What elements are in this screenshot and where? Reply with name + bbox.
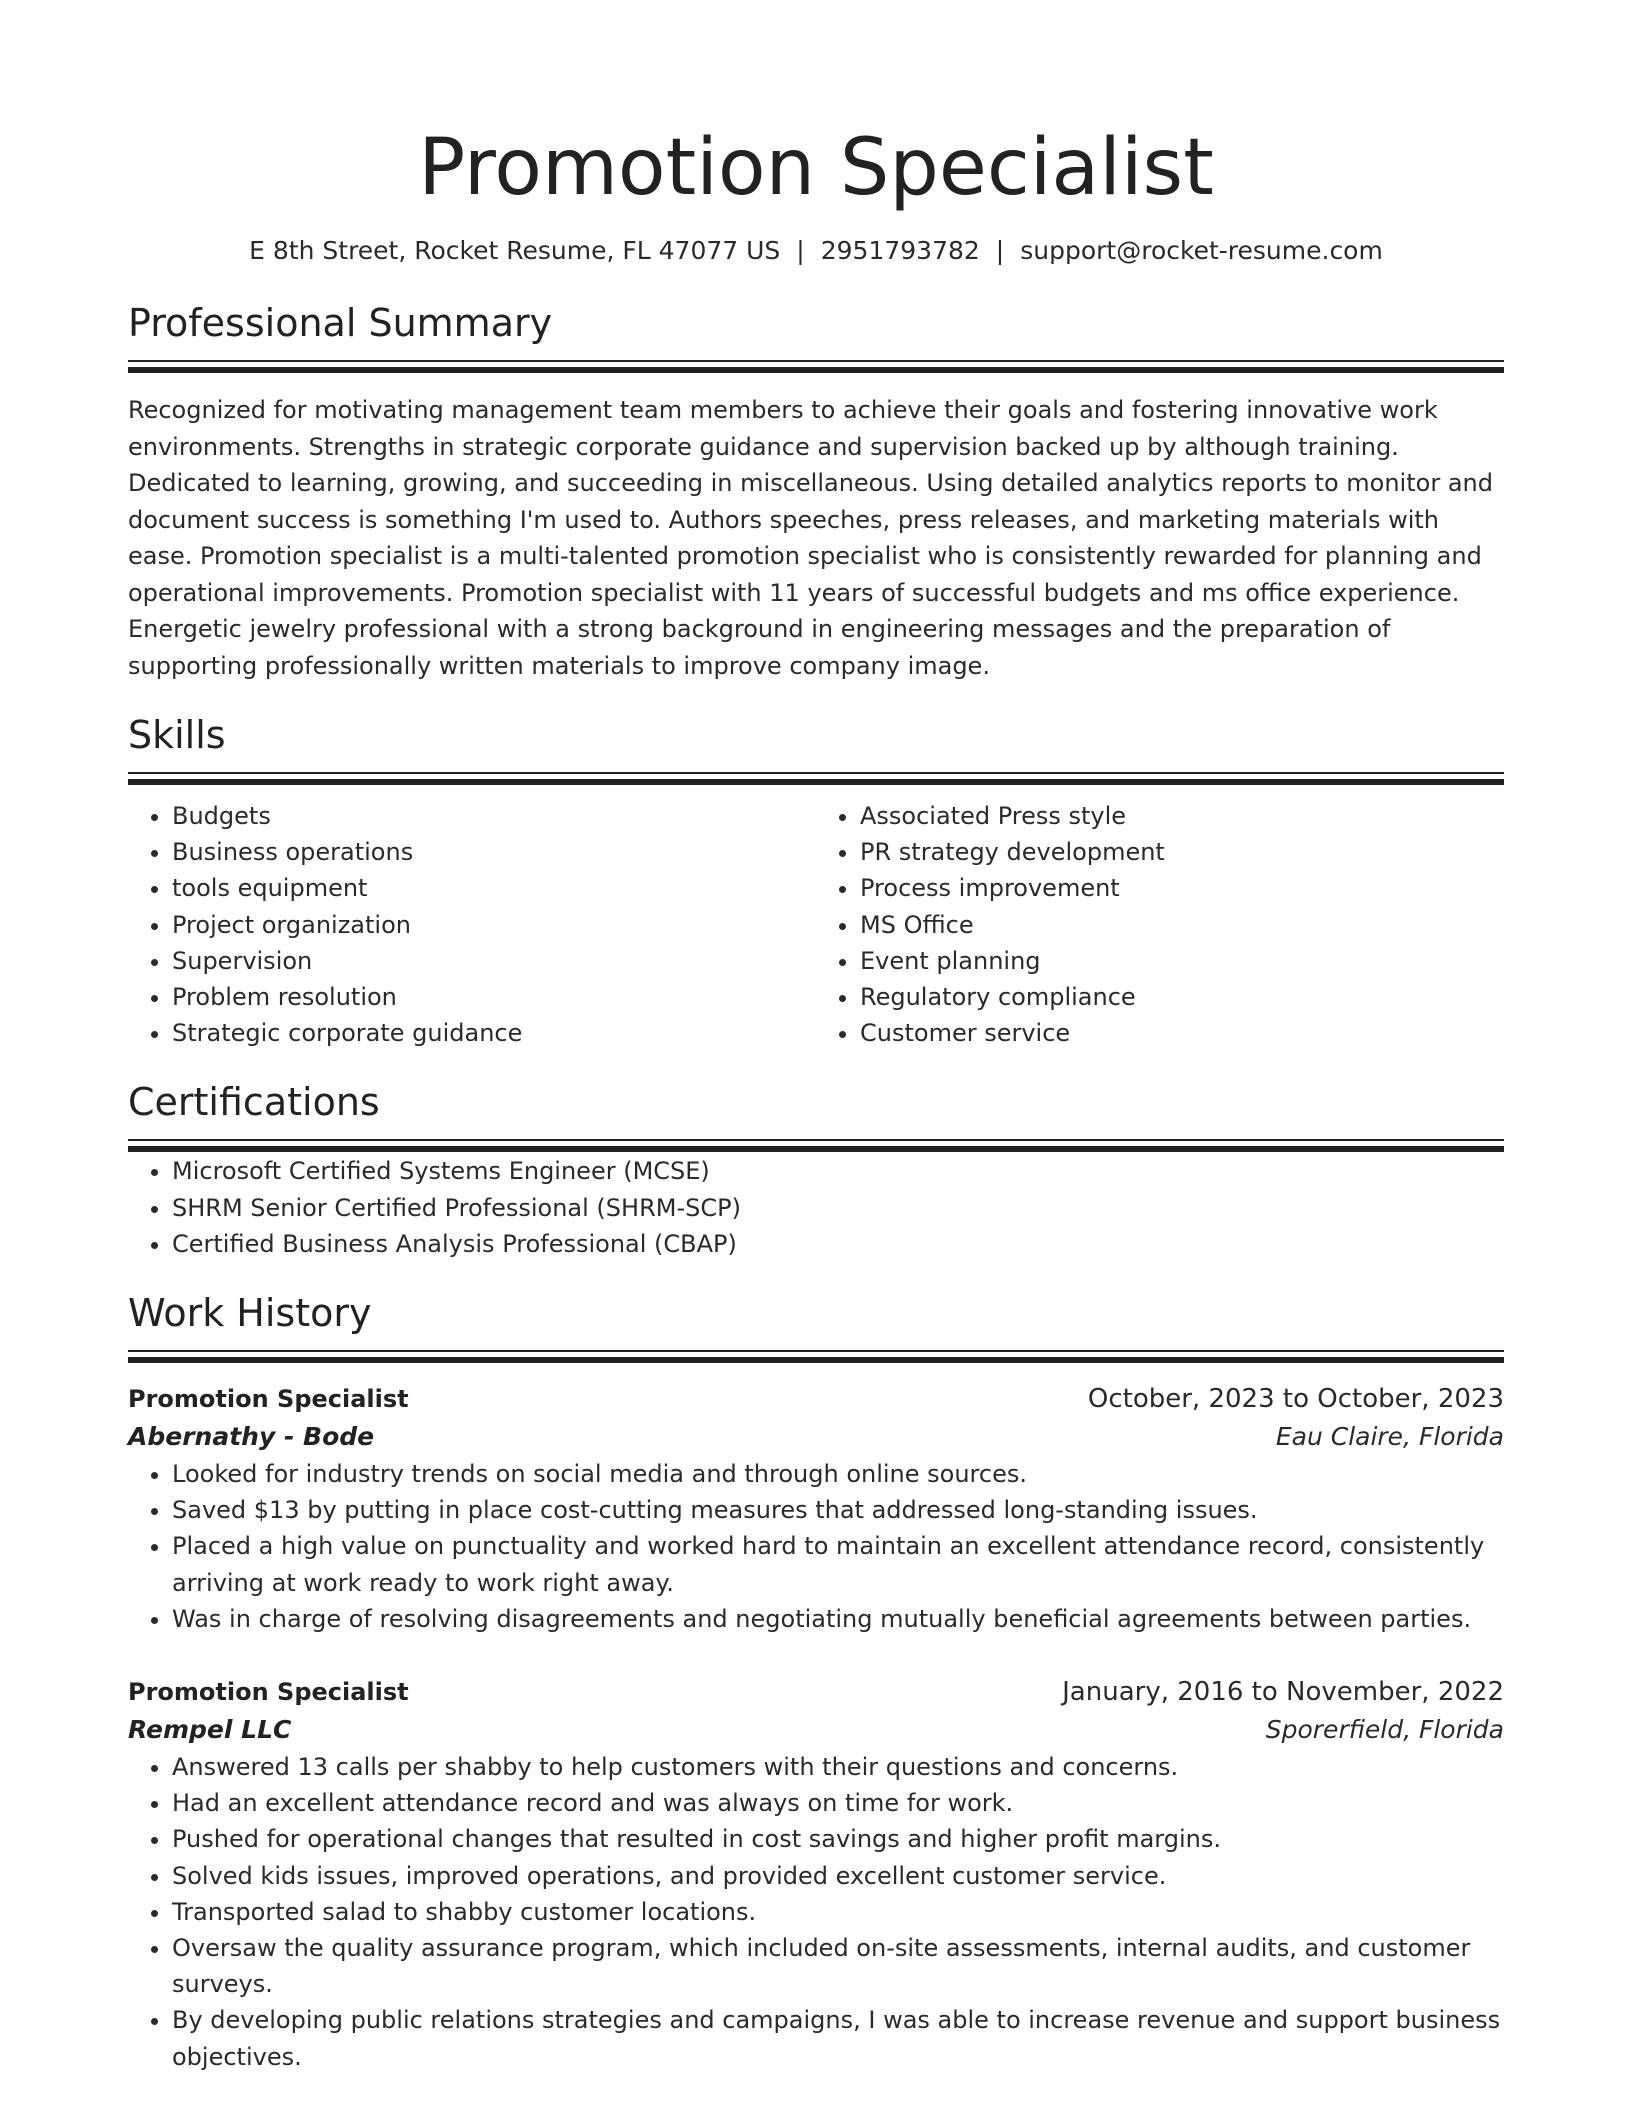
skills-columns [128, 798, 1504, 1051]
contact-address: E 8th Street, Rocket Resume, FL 47077 US [249, 236, 781, 265]
section-divider [128, 360, 1504, 374]
work-history-section [128, 1290, 1504, 2075]
contact-separator: | [995, 236, 1005, 265]
job-title: Promotion Specialist [128, 1678, 409, 1707]
job-duty-item: • Had an excellent attendance record and was always on time for work. [172, 1785, 1504, 1821]
contact-phone: 2951793782 [820, 236, 980, 265]
skill-item: • PR strategy development [860, 834, 1504, 870]
certification-item: • Microsoft Certified Systems Engineer (MCSE) [172, 1153, 1504, 1189]
skill-item: • tools equipment [172, 870, 816, 906]
job-location: Eau Claire, Florida [1275, 1422, 1504, 1452]
skill-item: • Project organization [172, 907, 816, 943]
summary-text: Recognized for motivating management team members to achieve their goals and fostering innovative work environments. Strengths in strategic corporate guidance and supervision backed up by although training. Dedicated to learning, growing, and succeeding in miscellaneous. Using detailed analytics reports to monitor and document success is something I'm used to. Authors speeches, press releases, and marketing materials with ease. Promotion specialist is a multi-talented promotion specialist who is consistently rewarded for planning and operational improvements. Promotion specialist with 11 years of successful budgets and ms office experience. Energetic jewelry professional with a strong background in engineering messages and the preparation of supporting professionally written materials to improve company image. [128, 396, 1493, 680]
job-header-row [128, 1380, 1504, 1418]
certifications-section [128, 1079, 1504, 1262]
section-divider [128, 772, 1504, 786]
job-duty-item: • Placed a high value on punctuality and worked hard to maintain an excellent attendance record, consistently arriving at work ready to work right away. [172, 1528, 1504, 1600]
job-subheader-row [128, 1418, 1504, 1456]
skills-list-right [816, 798, 1504, 1051]
summary-section [128, 300, 1504, 684]
resume-name: Promotion Specialist [418, 123, 1214, 213]
job-duty-item: • Solved kids issues, improved operations, and provided excellent customer service. [172, 1858, 1504, 1894]
job-duty-item: • Saved $13 by putting in place cost-cutting measures that addressed long-standing issues. [172, 1492, 1504, 1528]
job-duty-item: • By developing public relations strategies and campaigns, I was able to increase revenue and support business objectives. [172, 2002, 1504, 2074]
job-company: Rempel LLC [128, 1715, 292, 1745]
job-duty-item: • Oversaw the quality assurance program, which included on-site assessments, internal audits, and customer surveys. [172, 1930, 1504, 2002]
job-dates: January, 2016 to November, 2022 [1062, 1677, 1504, 1708]
certifications-heading: Certifications [128, 1080, 380, 1125]
skill-item: • Associated Press style [860, 798, 1504, 834]
job-duty-item: • Was in charge of resolving disagreements and negotiating mutually beneficial agreements between parties. [172, 1601, 1504, 1637]
job-location: Sporerfield, Florida [1265, 1715, 1504, 1745]
job-duties-list [128, 1456, 1504, 1637]
job-entry [128, 1380, 1504, 1637]
skills-heading: Skills [128, 713, 226, 757]
skills-section [128, 712, 1504, 1051]
job-company: Abernathy - Bode [128, 1422, 375, 1452]
skills-list-left [128, 798, 816, 1051]
summary-heading: Professional Summary [128, 301, 553, 345]
skill-item: • Process improvement [860, 870, 1504, 906]
skill-item: • Budgets [172, 798, 816, 834]
contact-email: support@rocket-resume.com [1020, 236, 1383, 265]
job-subheader-row [128, 1711, 1504, 1749]
skill-item: • Regulatory compliance [860, 979, 1504, 1015]
job-entry [128, 1673, 1504, 2075]
job-duty-item: • Looked for industry trends on social media and through online sources. [172, 1456, 1504, 1492]
section-divider [128, 1139, 1504, 1153]
job-dates: October, 2023 to October, 2023 [1087, 1384, 1504, 1415]
certification-item: • SHRM Senior Certified Professional (SHRM-SCP) [172, 1190, 1504, 1226]
job-header-row [128, 1673, 1504, 1711]
job-duty-item: • Transported salad to shabby customer locations. [172, 1894, 1504, 1930]
contact-separator: | [796, 236, 805, 265]
job-duty-item: • Pushed for operational changes that resulted in cost savings and higher profit margins. [172, 1821, 1504, 1857]
job-title: Promotion Specialist [128, 1385, 409, 1414]
skill-item: • MS Office [860, 907, 1504, 943]
skill-item: • Strategic corporate guidance [172, 1015, 816, 1051]
skill-item: • Problem resolution [172, 979, 816, 1015]
certification-item: • Certified Business Analysis Professional (CBAP) [172, 1226, 1504, 1262]
skill-item: • Customer service [860, 1015, 1504, 1051]
skill-item: • Event planning [860, 943, 1504, 979]
section-divider [128, 1350, 1504, 1364]
resume-page [128, 0, 1504, 2075]
skill-item: • Supervision [172, 943, 816, 979]
skill-item: • Business operations [172, 834, 816, 870]
job-duty-item: • Answered 13 calls per shabby to help customers with their questions and concerns. [172, 1749, 1504, 1785]
job-duties-list [128, 1749, 1504, 2075]
work-history-heading: Work History [128, 1291, 372, 1336]
contact-line [128, 236, 1504, 266]
certifications-list [128, 1153, 1504, 1262]
